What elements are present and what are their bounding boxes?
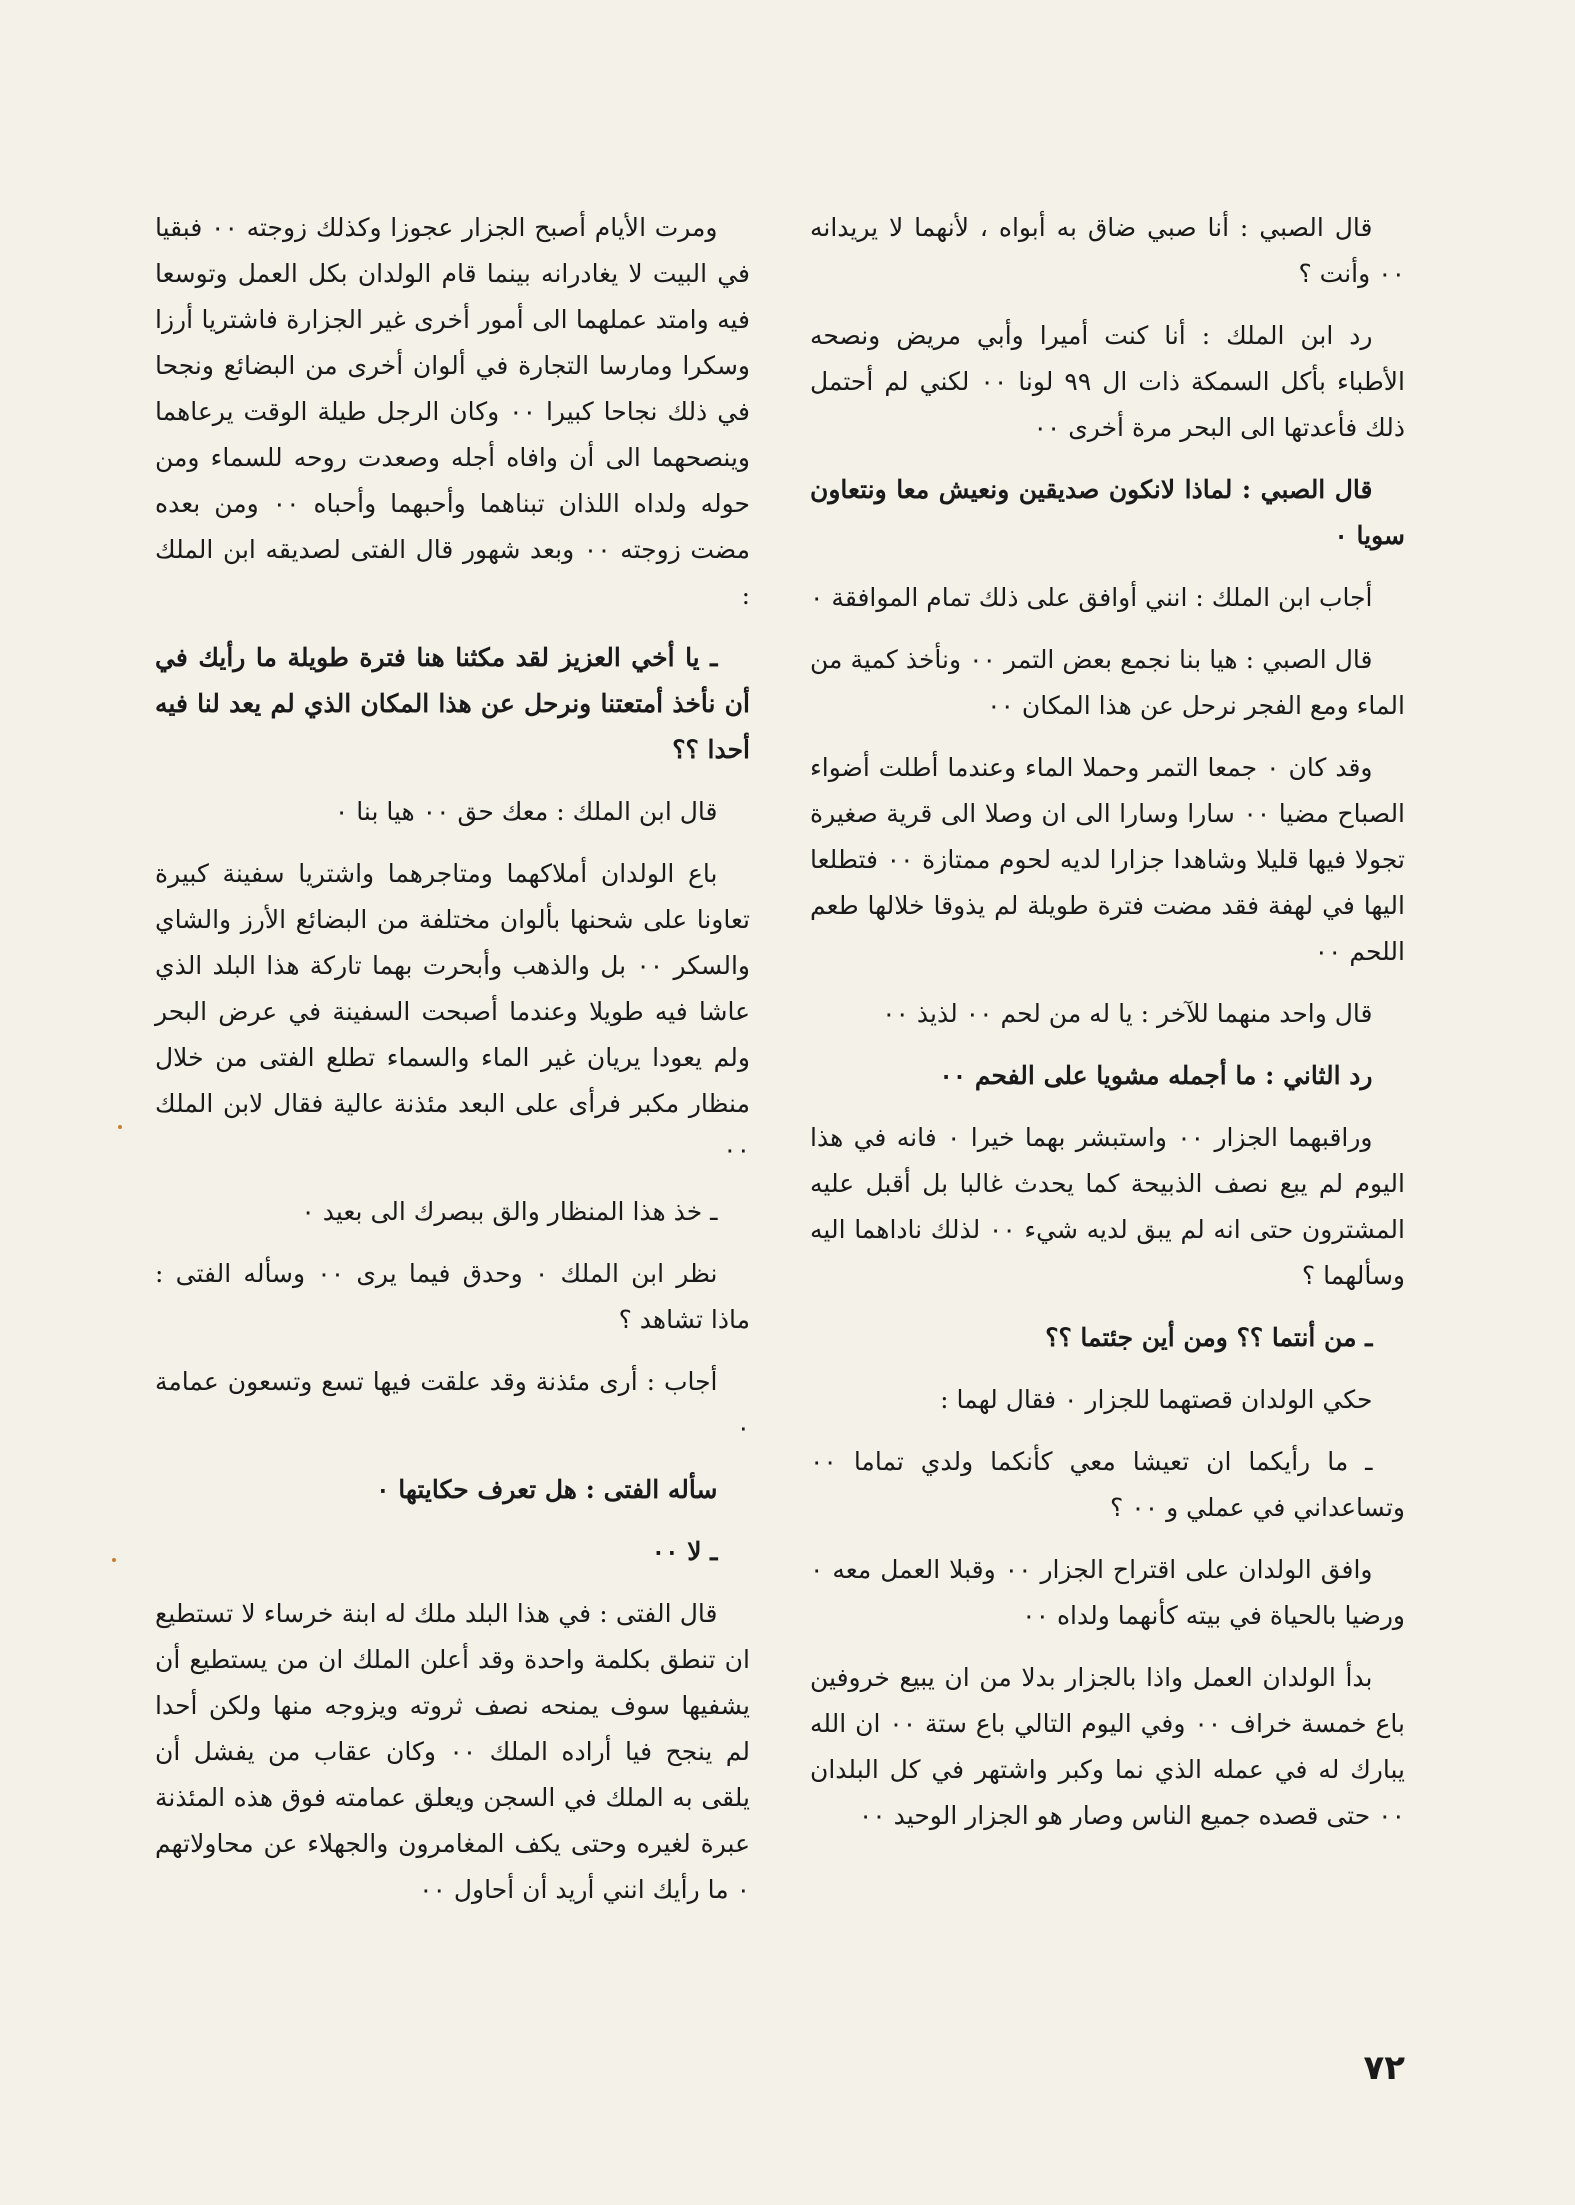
paragraph: بدأ الولدان العمل واذا بالجزار بدلا من ان يبيع خروفين باع خمسة خراف ٠٠ وفي اليوم التالي باع ستة ٠٠ ان الله يبارك له في عمله الذي نما وكبر واشتهر في كل البلدان ٠٠ حتى قصده جميع الناس وصار هو الجزار الوحيد ٠٠ xyxy=(810,1663,1405,1830)
paragraph: رد الثاني : ما أجمله مشويا على الفحم ٠٠ xyxy=(939,1061,1373,1090)
left-column xyxy=(155,205,750,1929)
paragraph: رد ابن الملك : أنا كنت أميرا وأبي مريض ونصحه الأطباء بأكل السمكة ذات ال ٩٩ لونا ٠٠ لكني لم أحتمل ذلك فأعدتها الى البحر مرة أخرى ٠٠ xyxy=(810,321,1405,442)
paragraph: حكي الولدان قصتهما للجزار ٠ فقال لهما : xyxy=(940,1385,1373,1414)
paragraph: وقد كان ٠ جمعا التمر وحملا الماء وعندما أطلت أضواء الصباح مضيا ٠٠ سارا وسارا الى ان وصلا الى قرية صغيرة تجولا فيها قليلا وشاهدا جزارا لديه لحوم ممتازة ٠٠ فتطلعا اليها في لهفة فقد مضت فترة طويلة لم يذوقا خلالها طعم اللحم ٠٠ xyxy=(810,753,1406,966)
paper-speck xyxy=(118,1125,122,1129)
paragraph: وراقبهما الجزار ٠٠ واستبشر بهما خيرا ٠ فانه في هذا اليوم لم يبع نصف الذبيحة كما يحدث غالبا بل أقبل عليه المشترون حتى انه لم يبق لديه شيء ٠٠ لذلك ناداهما اليه وسألهما ؟ xyxy=(810,1123,1405,1290)
paragraph: قال الصبي : لماذا لانكون صديقين ونعيش معا ونتعاون سويا ٠ xyxy=(810,475,1405,550)
paper-speck xyxy=(112,1558,116,1562)
paragraph: قال الصبي : أنا صبي ضاق به أبواه ، لأنهما لا يريدانه ٠٠ وأنت ؟ xyxy=(810,213,1405,288)
paragraph: ـ لا ٠٠ xyxy=(651,1537,718,1566)
paragraph: أجاب ابن الملك : انني أوافق على ذلك تمام الموافقة ٠ xyxy=(810,583,1373,612)
paragraph: ـ ما رأيكما ان تعيشا معي كأنكما ولدي تماما ٠٠ وتساعداني في عملي و ٠٠ ؟ xyxy=(810,1447,1405,1522)
paragraph: أجاب : أرى مئذنة وقد علقت فيها تسع وتسعون عمامة ٠ xyxy=(155,1367,750,1442)
right-column xyxy=(810,205,1405,1855)
paragraph: وافق الولدان على اقتراح الجزار ٠٠ وقبلا العمل معه ٠ ورضيا بالحياة في بيته كأنهما ولداه ٠٠ xyxy=(810,1555,1405,1630)
paragraph: قال الصبي : هيا بنا نجمع بعض التمر ٠٠ ونأخذ كمية من الماء ومع الفجر نرحل عن هذا المكان ٠٠ xyxy=(810,645,1405,720)
paragraph: ومرت الأيام أصبح الجزار عجوزا وكذلك زوجته ٠٠ فبقيا في البيت لا يغادرانه بينما قام الولدان بكل العمل وتوسعا فيه وامتد عملهما الى أمور أخرى غير الجزارة فاشتريا أرزا وسكرا ومارسا التجارة في ألوان أخرى من البضائع ونجحا في ذلك نجاحا كبيرا ٠٠ وكان الرجل طيلة الوقت يرعاهما وينصحهما الى أن وافاه أجله وصعدت روحه للسماء ومن حوله ولداه اللذان تبناهما وأحبهما وأحباه ٠٠ ومن بعده مضت زوجته ٠٠ وبعد شهور قال الفتى لصديقه ابن الملك : xyxy=(155,213,750,610)
paragraph: باع الولدان أملاكهما ومتاجرهما واشتريا سفينة كبيرة تعاونا على شحنها بألوان مختلفة من البضائع الأرز والشاي والسكر ٠٠ بل والذهب وأبحرت بهما تاركة هذا البلد الذي عاشا فيه طويلا وعندما أصبحت السفينة في عرض البحر ولم يعودا يريان غير الماء والسماء تطلع الفتى من خلال منظار مكبر فرأى على البعد مئذنة عالية فقال لابن الملك ٠٠ xyxy=(155,859,750,1164)
page-number: ٧٢ xyxy=(1363,2048,1405,2088)
paragraph: ـ يا أخي العزيز لقد مكثنا هنا فترة طويلة ما رأيك في أن نأخذ أمتعتنا ونرحل عن هذا المكان الذي لم يعد لنا فيه أحدا ؟؟ xyxy=(155,643,750,764)
paragraph: قال واحد منهما للآخر : يا له من لحم ٠٠ لذيذ ٠٠ xyxy=(882,999,1373,1028)
paragraph: نظر ابن الملك ٠ وحدق فيما يرى ٠٠ وسأله الفتى : ماذا تشاهد ؟ xyxy=(155,1259,750,1334)
paragraph: ـ خذ هذا المنظار والق ببصرك الى بعيد ٠ xyxy=(301,1197,718,1226)
paragraph: ـ من أنتما ؟؟ ومن أين جئتما ؟؟ xyxy=(1045,1323,1373,1352)
paragraph: قال الفتى : في هذا البلد ملك له ابنة خرساء لا تستطيع ان تنطق بكلمة واحدة وقد أعلن الملك ان من يستطيع أن يشفيها سوف يمنحه نصف ثروته ويزوجه منها ولكن أحدا لم ينجح فيا أراده الملك ٠٠ وكان عقاب من يفشل أن يلقى به الملك في السجن ويعلق عمامته فوق هذه المئذنة عبرة لغيره وحتى يكف المغامرون والجهلاء عن محاولاتهم ٠ ما رأيك انني أريد أن أحاول ٠٠ xyxy=(155,1599,751,1904)
paragraph: سأله الفتى : هل تعرف حكايتها ٠ xyxy=(376,1475,718,1504)
paragraph: قال ابن الملك : معك حق ٠٠ هيا بنا ٠ xyxy=(334,797,718,826)
